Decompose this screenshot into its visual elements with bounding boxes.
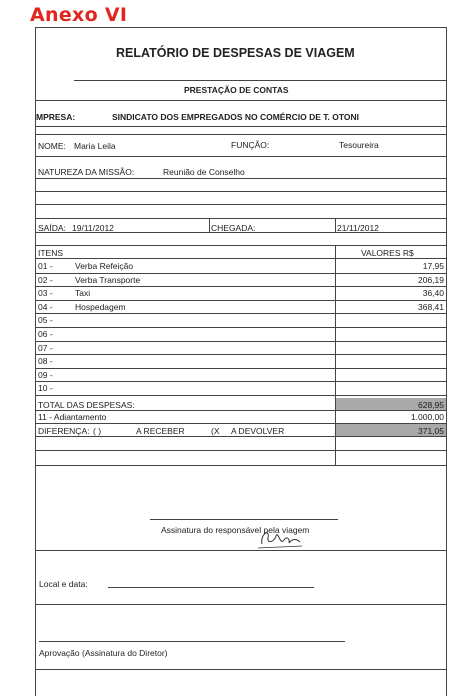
- item-number: 10 -: [38, 383, 53, 394]
- nome-value: Maria Leila: [74, 141, 116, 151]
- divider: [36, 669, 446, 670]
- divider: [36, 191, 446, 192]
- empresa-label: MPRESA:: [36, 112, 76, 122]
- divider: [36, 450, 446, 451]
- signature-line: [150, 519, 338, 520]
- divider: [36, 126, 446, 127]
- divider: [36, 178, 446, 179]
- table-row: [36, 328, 446, 342]
- divider: [36, 134, 446, 135]
- divider: [36, 604, 446, 605]
- valores-header: VALORES R$: [361, 248, 414, 258]
- adiantamento-label: 11 - Adiantamento: [38, 412, 107, 422]
- table-row: [36, 301, 446, 315]
- item-description: Verba Transporte: [75, 274, 141, 285]
- receber-label: A RECEBER: [136, 426, 185, 436]
- divider: [209, 218, 210, 232]
- local-line[interactable]: [108, 587, 314, 588]
- receber-checkbox[interactable]: ( ): [93, 426, 102, 436]
- divider: [36, 156, 446, 157]
- item-description: Verba Refeição: [75, 261, 134, 271]
- devolver-label: A DEVOLVER: [231, 426, 285, 436]
- total-label: TOTAL DAS DESPESAS:: [38, 400, 135, 410]
- divider: [36, 436, 446, 437]
- diferenca-label: DIFERENÇA:: [38, 426, 90, 436]
- saida-label: SAÍDA:: [38, 223, 66, 233]
- form-subtitle: PRESTAÇÃO DE CONTAS: [184, 85, 289, 95]
- item-number: 05 -: [38, 315, 53, 326]
- funcao-value: Tesoureira: [339, 140, 379, 150]
- table-row: [36, 274, 446, 288]
- annex-title: Anexo VI: [30, 4, 128, 26]
- divider: [36, 245, 446, 246]
- divider: [74, 80, 446, 81]
- chegada-value: 21/11/2012: [337, 223, 379, 233]
- table-row: [36, 342, 446, 356]
- divider: [36, 410, 446, 411]
- item-number: 02 -: [38, 274, 53, 285]
- item-number: 08 -: [38, 356, 53, 367]
- item-number: 06 -: [38, 329, 53, 339]
- assinatura-label: Assinatura do responsável pela viagem: [161, 525, 310, 535]
- item-description: Taxi: [75, 288, 91, 299]
- natureza-value: Reunião de Conselho: [163, 167, 245, 177]
- row-divider: [36, 395, 446, 396]
- itens-header: ITENS: [38, 248, 64, 258]
- divider: [36, 465, 446, 466]
- table-row: [36, 260, 446, 274]
- nome-label: NOME:: [38, 141, 66, 151]
- divider: [335, 218, 336, 232]
- aprovacao-label: Aprovação (Assinatura do Diretor): [39, 648, 168, 658]
- divider: [36, 218, 446, 219]
- form-title: RELATÓRIO DE DESPESAS DE VIAGEM: [116, 46, 355, 60]
- funcao-label: FUNÇÃO:: [231, 140, 270, 150]
- empresa-value: SINDICATO DOS EMPREGADOS NO COMÉRCIO DE T. OTONI: [112, 112, 359, 122]
- diferenca-value: 371,05: [418, 426, 444, 436]
- item-number: 04 -: [38, 301, 53, 312]
- table-row: [36, 369, 446, 383]
- divider: [36, 232, 446, 233]
- table-row: [36, 382, 446, 396]
- item-number: 03 -: [38, 288, 53, 299]
- item-value: 206,19: [418, 274, 444, 285]
- item-number: 07 -: [38, 342, 53, 353]
- divider: [36, 204, 446, 205]
- item-value: 368,41: [418, 301, 444, 312]
- total-value: 628,95: [418, 400, 444, 410]
- approval-line[interactable]: [39, 641, 345, 642]
- chegada-label: CHEGADA:: [211, 223, 256, 233]
- item-number: 09 -: [38, 369, 53, 380]
- saida-value: 19/11/2012: [72, 223, 114, 233]
- item-number: 01 -: [38, 261, 53, 271]
- item-description: Hospedagem: [75, 301, 126, 312]
- devolver-checkbox[interactable]: (X: [211, 426, 220, 436]
- table-row: [36, 355, 446, 369]
- expense-report-form: [35, 27, 447, 696]
- divider: [36, 258, 446, 259]
- divider: [36, 100, 446, 101]
- table-row: [36, 314, 446, 328]
- item-value: 36,40: [422, 288, 444, 299]
- adiantamento-value: 1.000,00: [410, 412, 444, 422]
- item-value: 17,95: [422, 261, 444, 271]
- local-label: Local e data:: [39, 579, 88, 589]
- table-row: [36, 287, 446, 301]
- divider: [36, 550, 446, 551]
- natureza-label: NATUREZA DA MISSÃO:: [38, 167, 135, 177]
